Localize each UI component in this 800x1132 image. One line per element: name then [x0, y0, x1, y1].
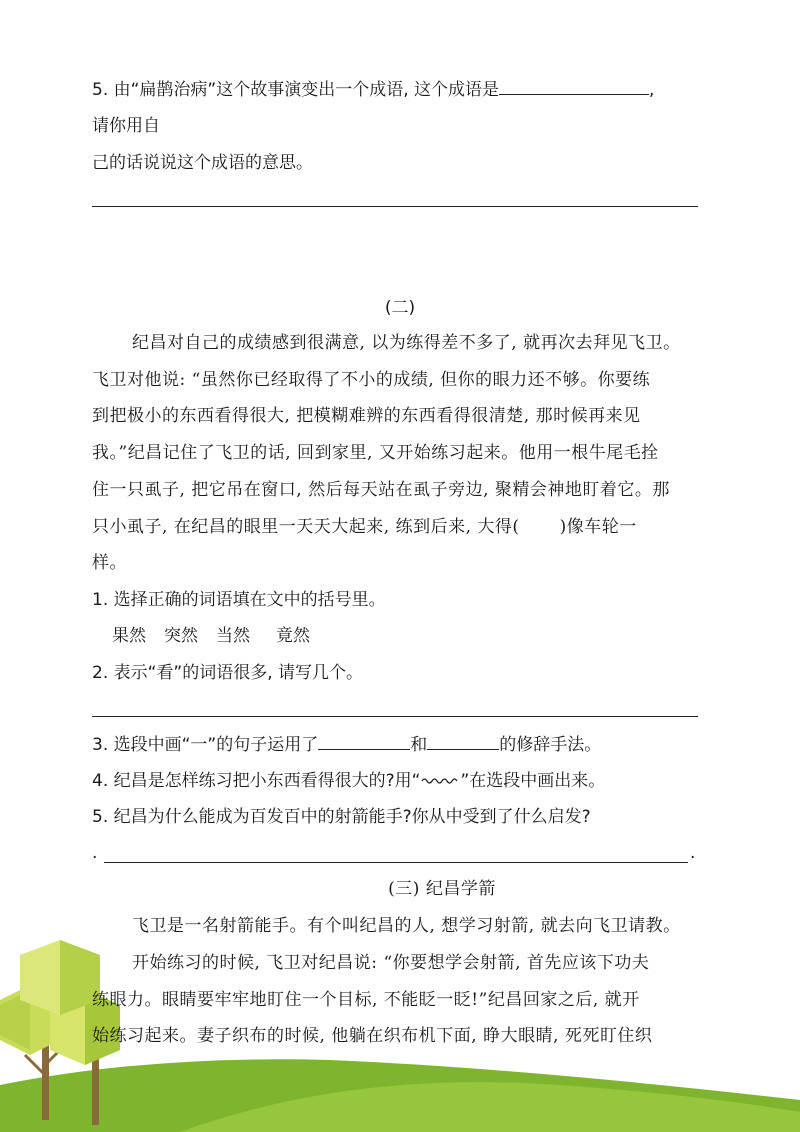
question-text: 3. 选段中画“一”的句子运用了 [92, 735, 319, 755]
tree-trunk [42, 1040, 49, 1120]
question-text: 己的话说说这个成语的意思。 [92, 153, 313, 173]
passage-line: 到把极小的东西看得很大, 把模糊难辨的东西看得很清楚, 那时候再来见 [92, 406, 641, 426]
passage-line: 飞卫是一名射箭能手。有个叫纪昌的人, 想学习射箭, 就去向飞卫请教。 [132, 916, 681, 936]
word-option: 果然 [112, 626, 146, 646]
question-4 [92, 769, 605, 793]
answer-blank[interactable] [318, 733, 410, 750]
question-text: 请你用自 [92, 116, 160, 136]
word-option: 突然 [164, 626, 198, 646]
word-options [112, 624, 328, 648]
question-5: 5. 纪昌为什么能成为百发百中的射箭能手?你从中受到了什么启发? [92, 807, 591, 827]
question-2: 2. 表示“看”的词语很多, 请写几个。 [92, 663, 364, 683]
passage-line: 始练习起来。妻子织布的时候, 他躺在织布机下面, 睁大眼睛, 死死盯住织 [92, 1026, 653, 1046]
passage-text: )像车轮一 [559, 517, 637, 537]
passage-text: 只小虱子, 在纪昌的眼里一天天大起来, 练到后来, 大得( [92, 517, 520, 537]
q5-part1 [92, 78, 654, 102]
answer-line[interactable] [92, 716, 698, 717]
tree-trunk [92, 1055, 99, 1125]
answer-blank[interactable] [499, 78, 649, 95]
word-option: 竟然 [276, 626, 310, 646]
passage-line: 飞卫对他说: “虽然你已经取得了不小的成绩, 但你的眼力还不够。你要练 [92, 370, 651, 390]
question-1: 1. 选择正确的词语填在文中的括号里。 [92, 590, 386, 610]
passage-line: 住一只虱子, 把它吊在窗口, 然后每天站在虱子旁边, 聚精会神地盯着它。那 [92, 480, 670, 500]
wavy-underline-icon [420, 776, 460, 786]
answer-line[interactable] [104, 862, 688, 863]
passage-line: 练眼力。眼睛要牢牢地盯住一个目标, 不能眨一眨!”纪昌回家之后, 就开 [92, 990, 640, 1010]
dot-mark: . [92, 843, 98, 863]
dot-mark: . [690, 843, 696, 863]
question-text: 5. 由“扁鹊治病”这个故事演变出一个成语, 这个成语是 [92, 80, 500, 100]
word-option: 当然 [216, 626, 250, 646]
answer-line[interactable] [92, 206, 698, 207]
question-3 [92, 733, 601, 757]
passage-line: 样。 [92, 553, 127, 573]
question-text: 4. 纪昌是怎样练习把小东西看得很大的?用“ [92, 771, 421, 791]
question-text: ”在选段中画出来。 [460, 771, 606, 791]
question-text: 和 [410, 735, 428, 755]
passage-line [92, 515, 637, 539]
passage-line: 纪昌对自己的成绩感到很满意, 以为练得差不多了, 就再次去拜见飞卫。 [132, 333, 681, 353]
punctuation: , [649, 80, 655, 100]
answer-blank[interactable] [427, 733, 499, 750]
question-text: 的修辞手法。 [499, 735, 602, 755]
section-heading: (二) [384, 298, 416, 318]
section-heading: (三) 纪昌学箭 [388, 879, 496, 899]
passage-line: 开始练习的时候, 飞卫对纪昌说: “你要想学会射箭, 首先应该下功夫 [132, 953, 650, 973]
passage-line: 我。”纪昌记住了飞卫的话, 回到家里, 又开始练习起来。他用一根牛尾毛拴 [92, 443, 659, 463]
